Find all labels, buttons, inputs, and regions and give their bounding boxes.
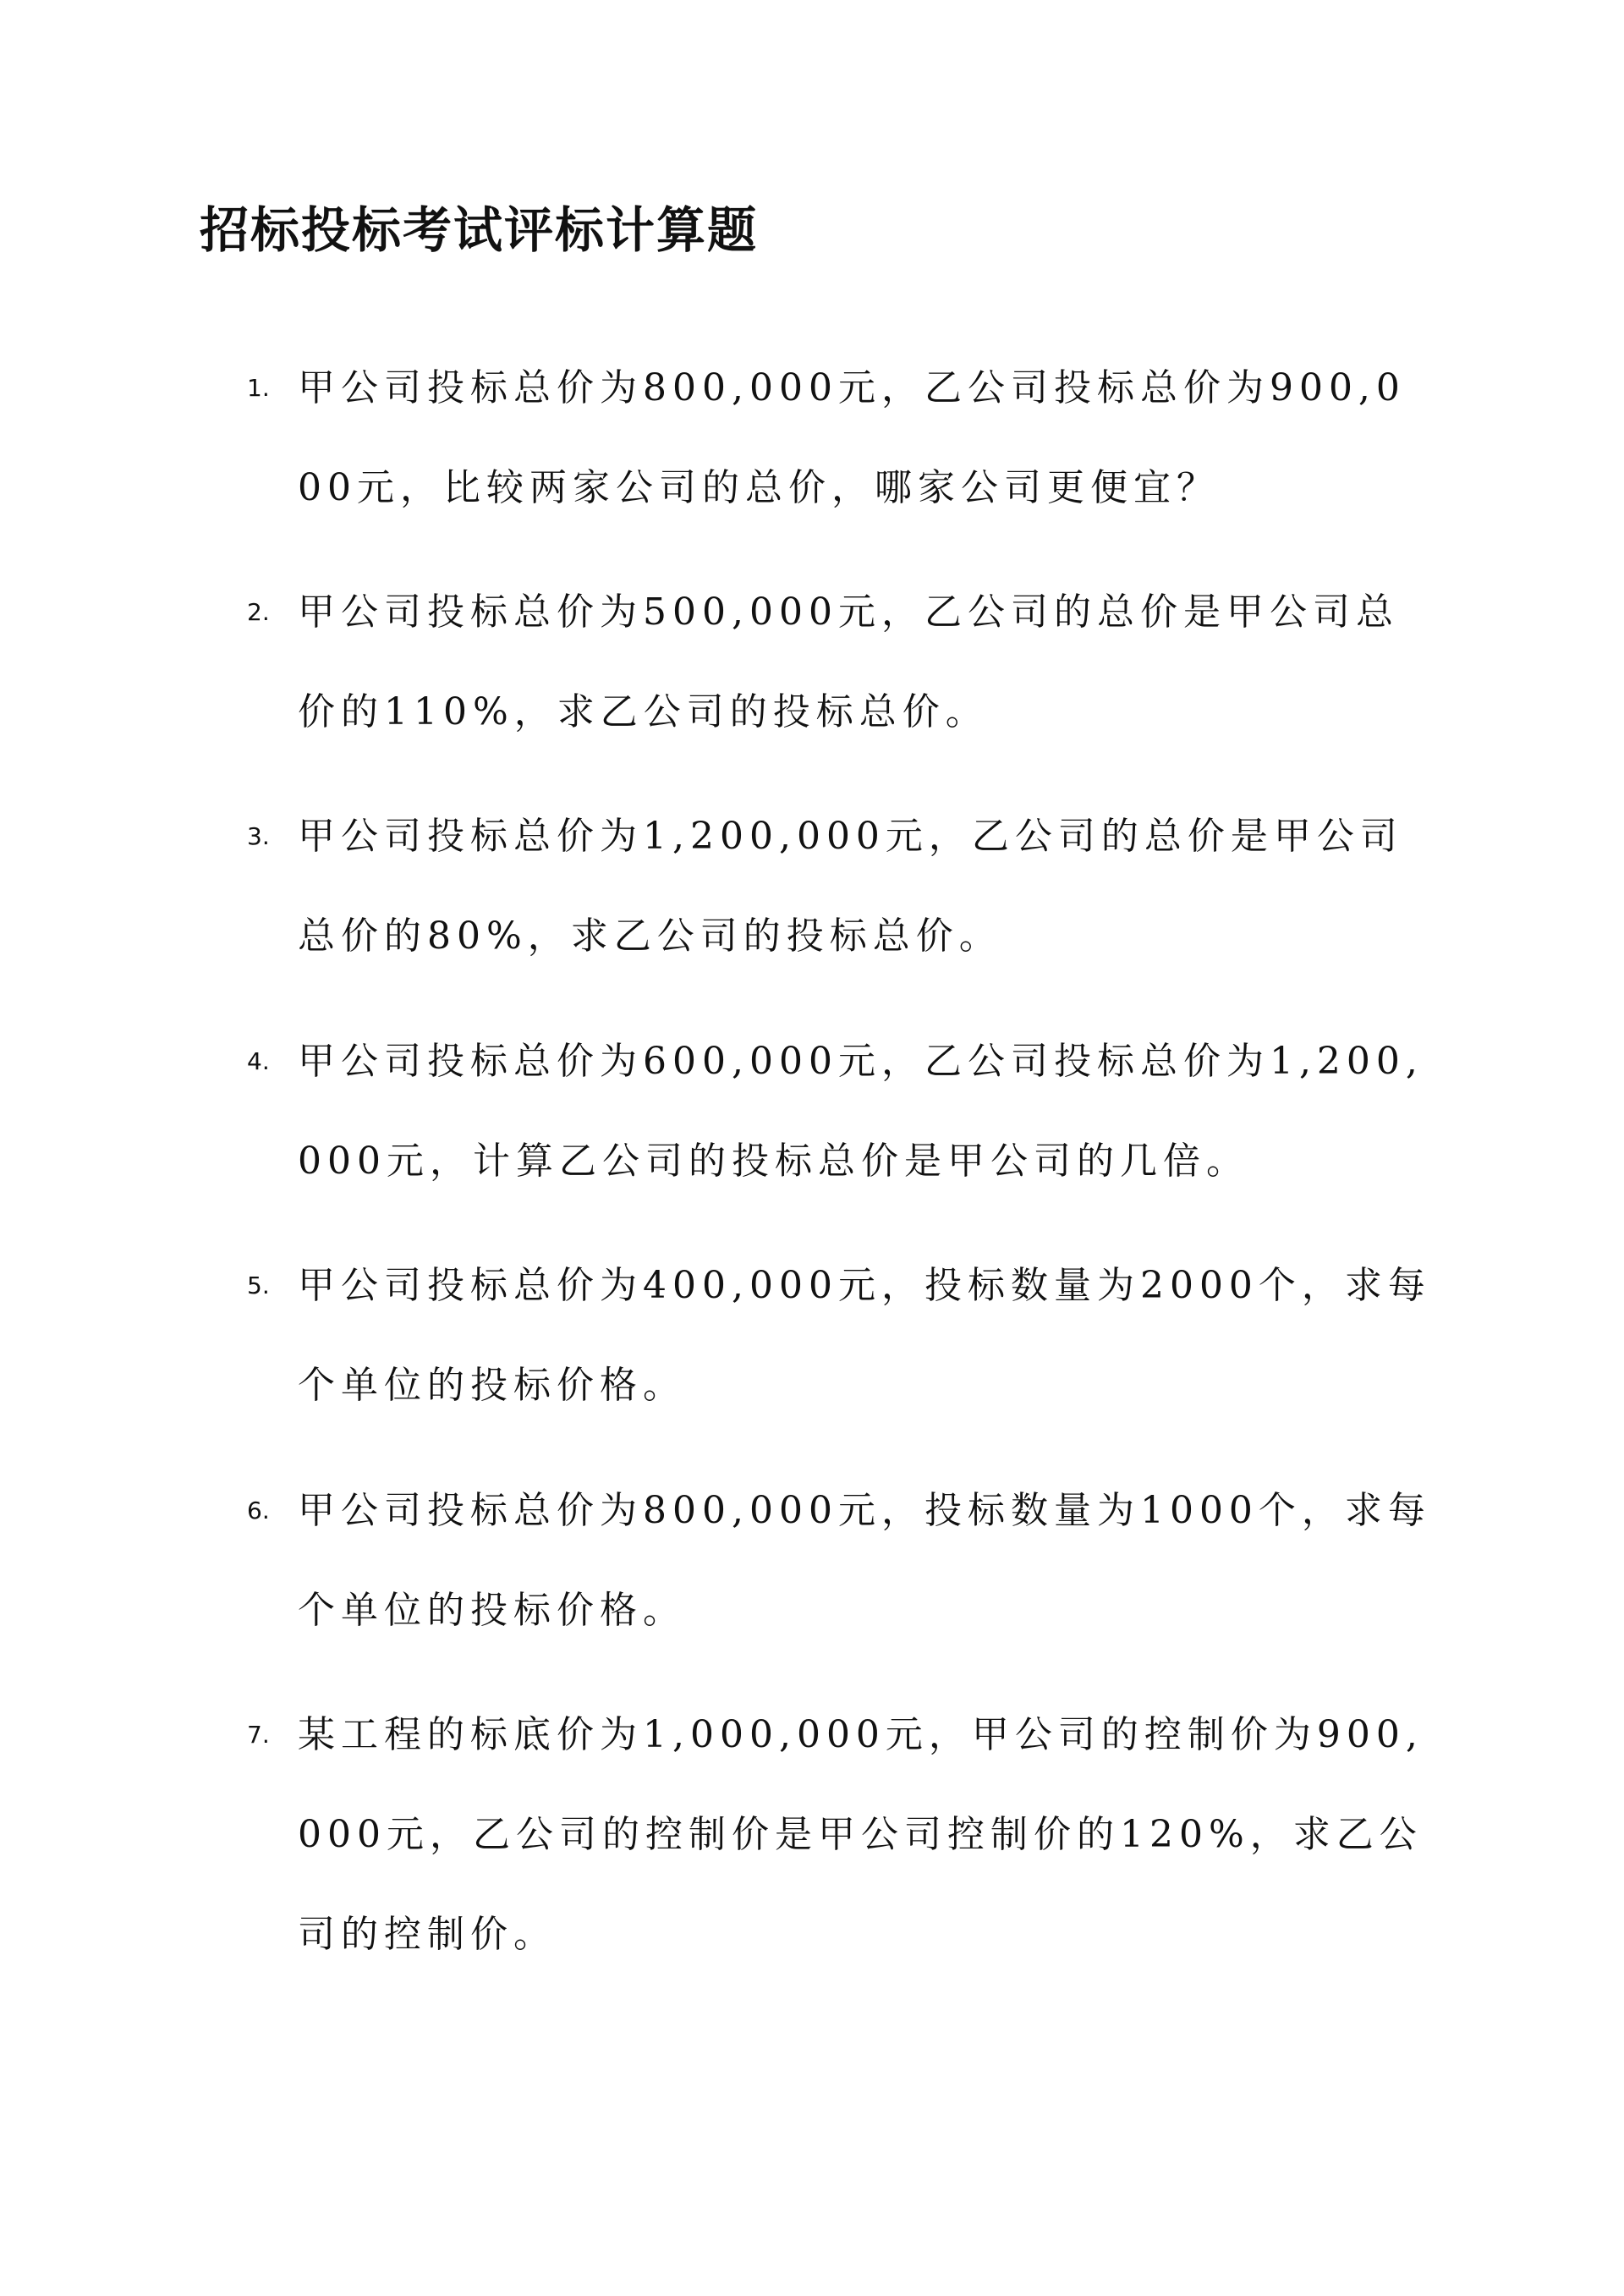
question-text: 甲公司投标总价为800,000元，乙公司投标总价为900,000元，比较两家公司的总价，哪家公司更便宜？ xyxy=(298,366,1406,509)
question-number: 7. xyxy=(247,1721,270,1749)
question-text: 甲公司投标总价为600,000元，乙公司投标总价为1,200,000元，计算乙公司的投标总价是甲公司的几倍。 xyxy=(298,1040,1424,1183)
document-title: 招标投标考试评标计算题 xyxy=(200,201,759,259)
question-text: 甲公司投标总价为400,000元，投标数量为2000个，求每个单位的投标价格。 xyxy=(298,1264,1431,1407)
question-number: 2. xyxy=(247,598,270,626)
question-text: 甲公司投标总价为800,000元，投标数量为1000个，求每个单位的投标价格。 xyxy=(298,1489,1431,1632)
question-number: 5. xyxy=(247,1272,270,1299)
question-number: 3. xyxy=(247,822,270,850)
question-text: 某工程的标底价为1,000,000元，甲公司的控制价为900,000元，乙公司的控制价是甲公司控制价的120%，求乙公司的控制价。 xyxy=(298,1713,1424,1956)
question-number: 6. xyxy=(247,1497,270,1524)
question-text: 甲公司投标总价为1,200,000元，乙公司的总价是甲公司总价的80%，求乙公司的投标总价。 xyxy=(298,815,1403,958)
question-text: 甲公司投标总价为500,000元，乙公司的总价是甲公司总价的110%，求乙公司的投标总价。 xyxy=(298,590,1399,733)
question-number: 4. xyxy=(247,1047,270,1075)
question-number: 1. xyxy=(247,374,270,402)
